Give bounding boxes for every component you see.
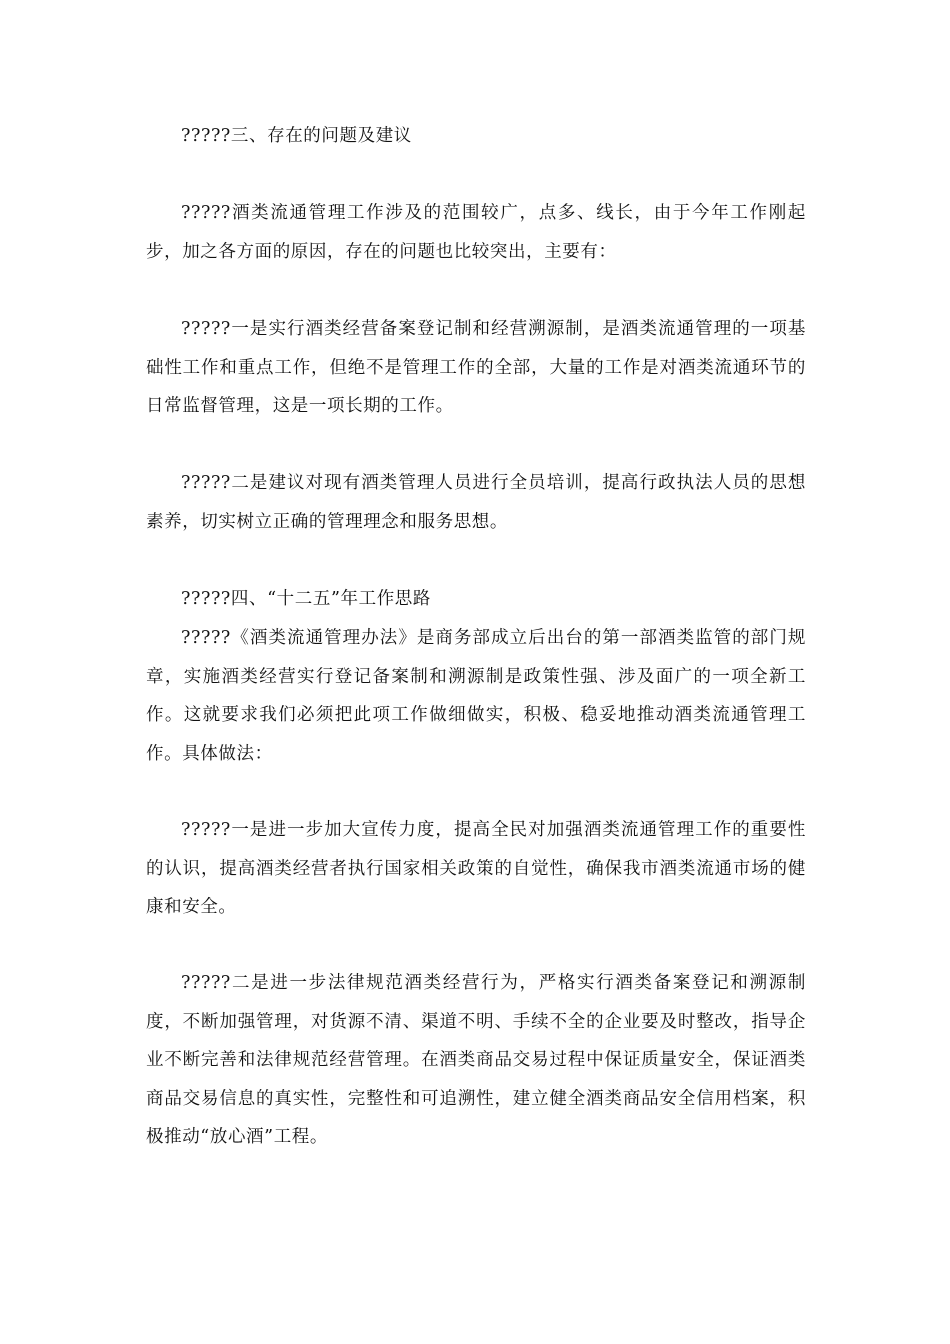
paragraph-plan-two: ?????二是进一步法律规范酒类经营行为，严格实行酒类备案登记和溯源制度，不断加强管理，对货源不清、渠道不明、手续不全的企业要及时整改，指导企业不断完善和法律规范经营管理。在酒类商品交易过程中保证质量安全，保证酒类商品交易信息的真实性，完整性和可追溯性，建立健全酒类商品安全信用档案，积极推动“放心酒”工程。: [146, 973, 806, 1147]
paragraph-plan-one: ?????一是进一步加大宣传力度，提高全民对加强酒类流通管理工作的重要性的认识，提高酒类经营者执行国家相关政策的自觉性，确保我市酒类流通市场的健康和安全。: [146, 820, 806, 917]
paragraph-problem-one: ?????一是实行酒类经营备案登记制和经营溯源制，是酒类流通管理的一项基础性工作和重点工作，但绝不是管理工作的全部，大量的工作是对酒类流通环节的日常监督管理，这是一项长期的工作。: [146, 319, 806, 416]
paragraph-plan-intro: ?????《酒类流通管理办法》是商务部成立后出台的第一部酒类监管的部门规章，实施酒类经营实行登记备案制和溯源制是政策性强、涉及面广的一项全新工作。这就要求我们必须把此项工作做细做实，积极、稳妥地推动酒类流通管理工作。具体做法：: [146, 628, 806, 764]
paragraph-problem-two: ?????二是建议对现有酒类管理人员进行全员培训，提高行政执法人员的思想素养，切实树立正确的管理理念和服务思想。: [146, 473, 806, 532]
paragraph-problems-intro: ?????酒类流通管理工作涉及的范围较广，点多、线长，由于今年工作刚起步，加之各方面的原因，存在的问题也比较突出，主要有：: [146, 203, 806, 262]
section-heading-plan: ?????四、“十二五”年工作思路: [181, 589, 432, 609]
section-heading-problems: ?????三、存在的问题及建议: [181, 126, 412, 146]
